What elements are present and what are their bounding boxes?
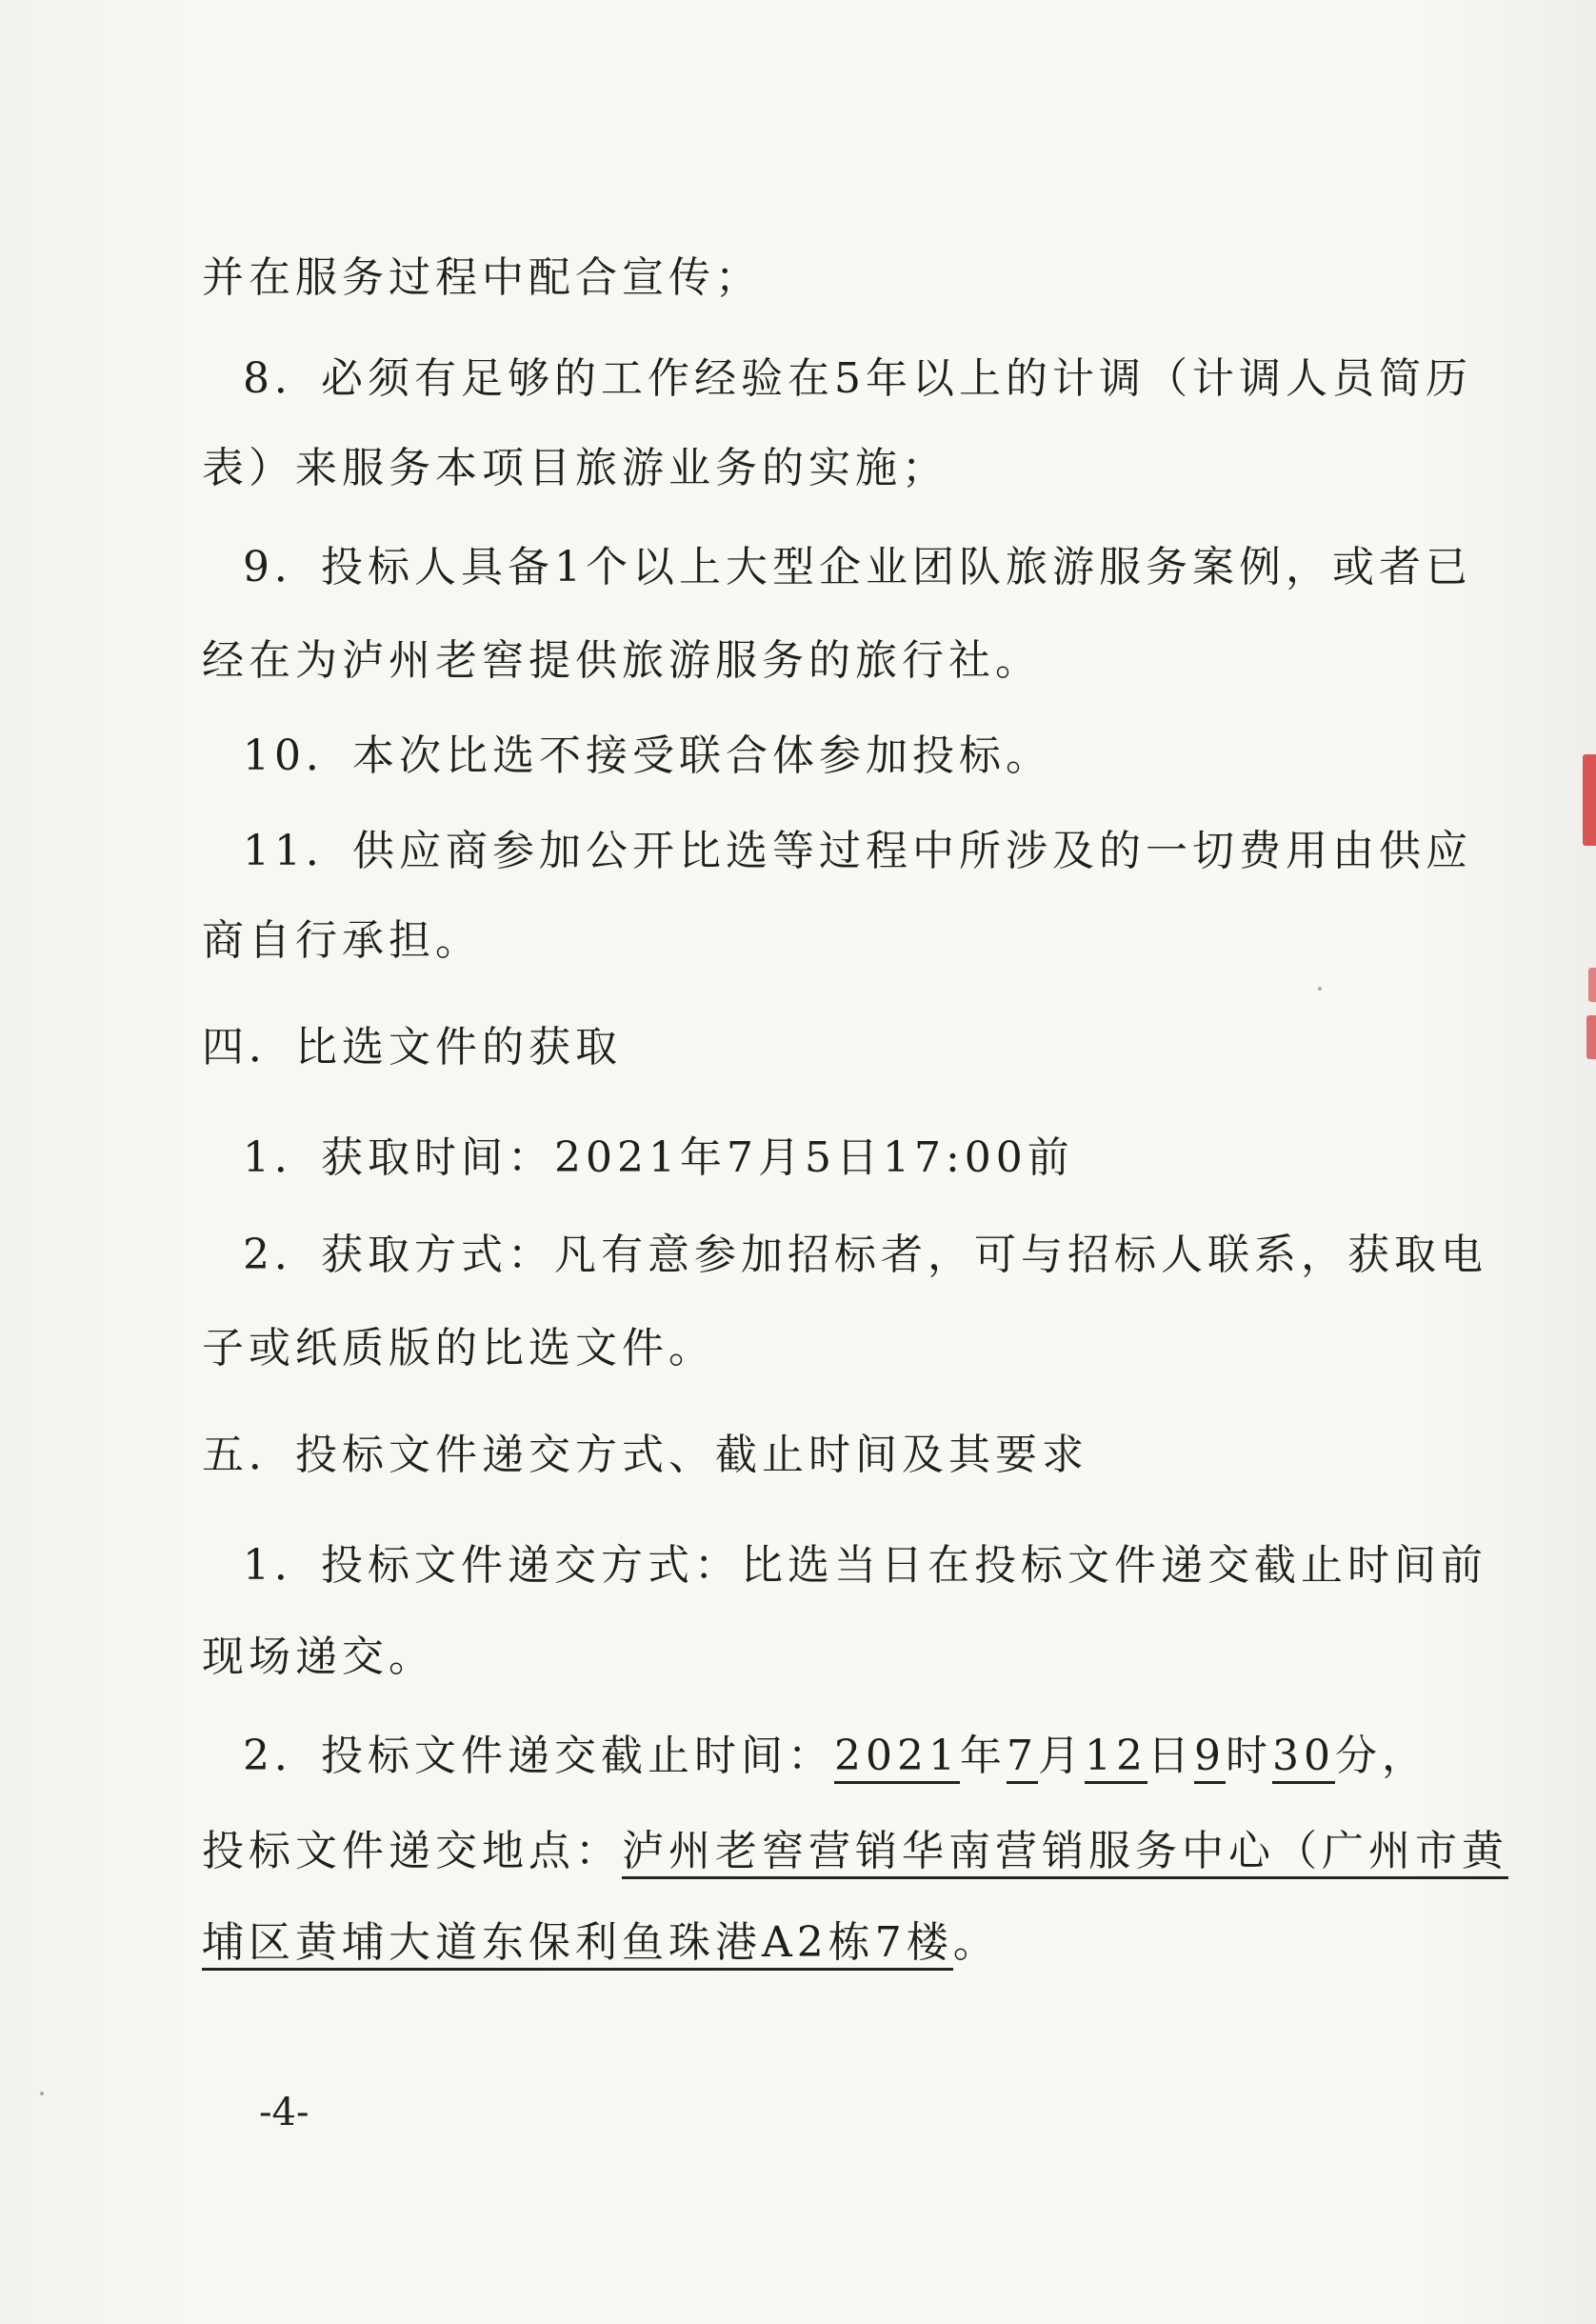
deadline-month: 7 — [1007, 1732, 1038, 1784]
paper-speck — [1318, 987, 1322, 991]
deadline-minute-unit: 分， — [1334, 1732, 1428, 1780]
location-end: 。 — [952, 1918, 1000, 1967]
text-line-submit-method: 1．投标文件递交方式：比选当日在投标文件递交截止时间前 — [243, 1541, 1487, 1590]
deadline-minute: 30 — [1272, 1732, 1335, 1784]
deadline-month-unit: 月 — [1037, 1732, 1085, 1780]
deadline-year: 2021 — [834, 1732, 960, 1784]
text-line-item-8: 8．必须有足够的工作经验在5年以上的计调（计调人员简历 — [243, 354, 1472, 403]
text-line-item-11-cont: 商自行承担。 — [202, 916, 482, 965]
location-address-part1: 泸州老窖营销华南营销服务中心（广州市黄 — [622, 1827, 1508, 1879]
text-line-deadline — [243, 1728, 1428, 1785]
deadline-hour-unit: 时 — [1225, 1732, 1272, 1780]
red-stamp-edge-mark — [1588, 968, 1596, 1002]
location-label: 投标文件递交地点： — [202, 1827, 622, 1875]
text-line-location — [202, 1823, 1508, 1880]
text-line-item-11: 11．供应商参加公开比选等过程中所涉及的一切费用由供应 — [243, 827, 1472, 875]
text-line-submit-method-cont: 现场递交。 — [202, 1633, 435, 1681]
section-heading-4: 四．比选文件的获取 — [202, 1023, 622, 1072]
text-line-obtain-method-cont: 子或纸质版的比选文件。 — [202, 1324, 715, 1372]
text-line-item-9-cont: 经在为泸州老窖提供旅游服务的旅行社。 — [202, 636, 1042, 685]
text-line-item-9: 9．投标人具备1个以上大型企业团队旅游服务案例，或者已 — [243, 543, 1472, 591]
text-line-item-8-cont: 表）来服务本项目旅游业务的实施； — [202, 444, 948, 492]
text-line-location-cont — [202, 1914, 1000, 1972]
deadline-day: 12 — [1085, 1732, 1147, 1784]
page-number: -4- — [259, 2091, 309, 2134]
text-line-obtain-method: 2．获取方式：凡有意参加招标者，可与招标人联系，获取电 — [243, 1231, 1487, 1279]
deadline-day-unit: 日 — [1147, 1732, 1194, 1780]
text-line-obtain-time: 1．获取时间：2021年7月5日17:00前 — [243, 1133, 1074, 1182]
location-address-part2: 埔区黄埔大道东保利鱼珠港A2栋7楼 — [202, 1918, 953, 1971]
red-stamp-edge-bottom — [1586, 1015, 1596, 1059]
text-line-item-10: 10．本次比选不接受联合体参加投标。 — [243, 731, 1052, 780]
paper-speck — [40, 2092, 44, 2095]
red-stamp-edge-top — [1583, 754, 1596, 846]
deadline-year-unit: 年 — [959, 1732, 1007, 1780]
deadline-prefix: 2．投标文件递交截止时间： — [243, 1732, 834, 1780]
text-line-continuation: 并在服务过程中配合宣传； — [202, 253, 762, 302]
deadline-hour: 9 — [1194, 1732, 1226, 1784]
section-heading-5: 五．投标文件递交方式、截止时间及其要求 — [202, 1431, 1088, 1479]
